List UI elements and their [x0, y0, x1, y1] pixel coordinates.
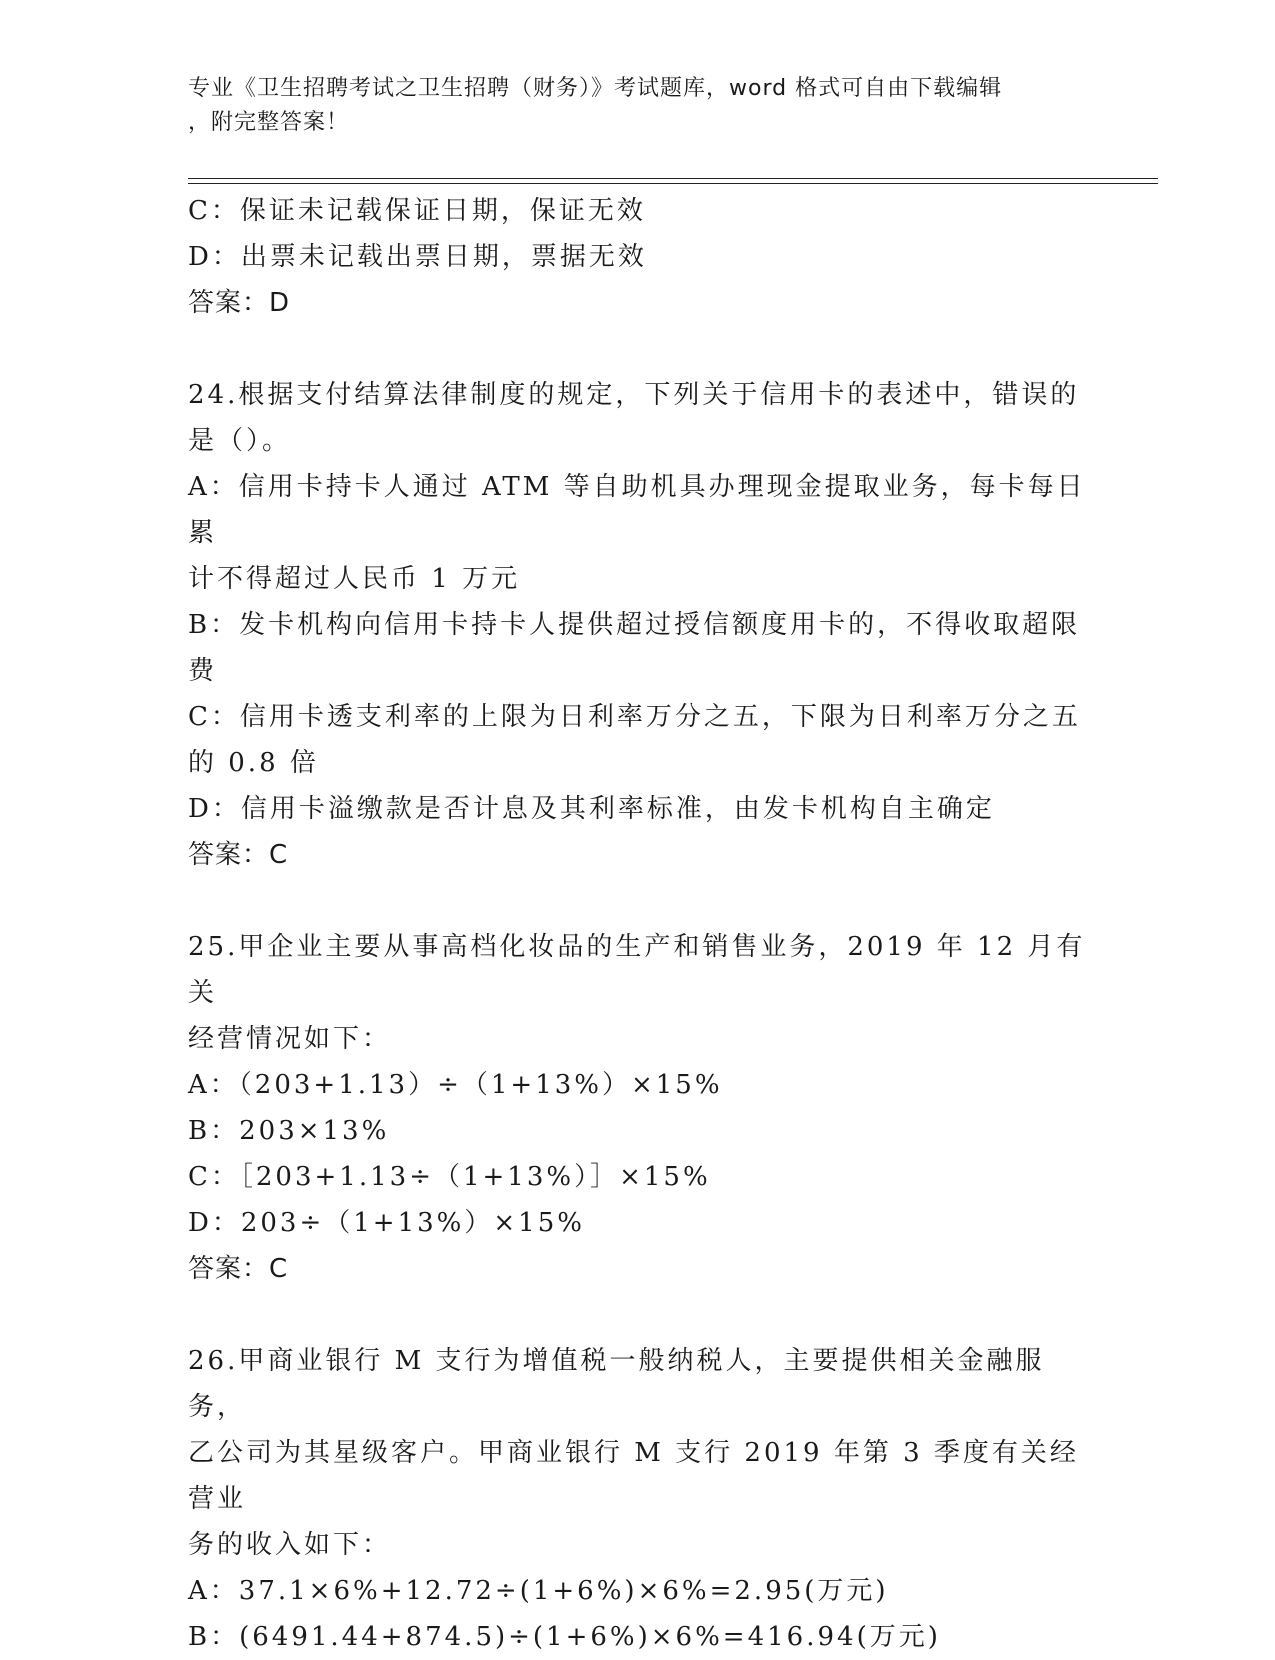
option-c: C：保证未记载保证日期，保证无效	[188, 196, 646, 226]
answer: 答案：C	[188, 840, 289, 870]
document-header	[188, 72, 1068, 140]
option-c: C：［203+1.13÷（1+13%）］×15%	[188, 1162, 711, 1192]
option-c: C：信用卡透支利率的上限为日利率万分之五，下限为日利率万分之五	[188, 702, 1081, 732]
question-24	[188, 372, 1088, 878]
option-a-continued: 计不得超过人民币 1 万元	[188, 564, 521, 594]
question-stem: 24.根据支付结算法律制度的规定，下列关于信用卡的表述中，错误的	[188, 380, 1080, 410]
question-stem: 25.甲企业主要从事高档化妆品的生产和销售业务，2019 年 12 月有关	[188, 932, 1086, 1008]
question-23-tail	[188, 188, 1088, 326]
option-a: A：37.1×6%+12.72÷(1+6%)×6%=2.95(万元)	[188, 1576, 889, 1606]
header-line-1: 专业《卫生招聘考试之卫生招聘（财务）》考试题库，word 格式可自由下载编辑	[188, 76, 1003, 101]
question-25	[188, 924, 1088, 1292]
header-divider-top	[188, 178, 1158, 179]
option-b-continued: 费	[188, 656, 218, 686]
question-stem-continued: 是（）。	[188, 426, 292, 456]
header-divider-bottom	[188, 183, 1158, 184]
option-a: A：（203+1.13）÷（1+13%）×15%	[188, 1070, 723, 1100]
document-body	[188, 188, 1088, 1660]
question-stem-continued: 经营情况如下：	[188, 1024, 392, 1054]
option-d: D：203÷（1+13%）×15%	[188, 1208, 585, 1238]
answer: 答案：C	[188, 1254, 289, 1284]
option-d: D：出票未记载出票日期，票据无效	[188, 242, 647, 272]
question-stem-continued: 乙公司为其星级客户。甲商业银行 M 支行 2019 年第 3 季度有关经营业	[188, 1438, 1079, 1514]
header-line-2: ，附完整答案！	[188, 110, 350, 135]
answer: 答案：D	[188, 288, 291, 318]
spacer	[188, 326, 1088, 372]
option-b: B：发卡机构向信用卡持卡人提供超过授信额度用卡的，不得收取超限	[188, 610, 1081, 640]
option-b: B：(6491.44+874.5)÷(1+6%)×6%=416.94(万元)	[188, 1622, 941, 1652]
spacer	[188, 1292, 1088, 1338]
question-stem: 26.甲商业银行 M 支行为增值税一般纳税人，主要提供相关金融服务，	[188, 1346, 1045, 1422]
option-d: D：信用卡溢缴款是否计息及其利率标准，由发卡机构自主确定	[188, 794, 995, 824]
spacer	[188, 878, 1088, 924]
option-a: A：信用卡持卡人通过 ATM 等自助机具办理现金提取业务，每卡每日累	[188, 472, 1086, 548]
question-26	[188, 1338, 1088, 1660]
question-stem-continued-2: 务的收入如下：	[188, 1530, 392, 1560]
option-b: B：203×13%	[188, 1116, 390, 1146]
option-c-continued: 的 0.8 倍	[188, 748, 319, 778]
